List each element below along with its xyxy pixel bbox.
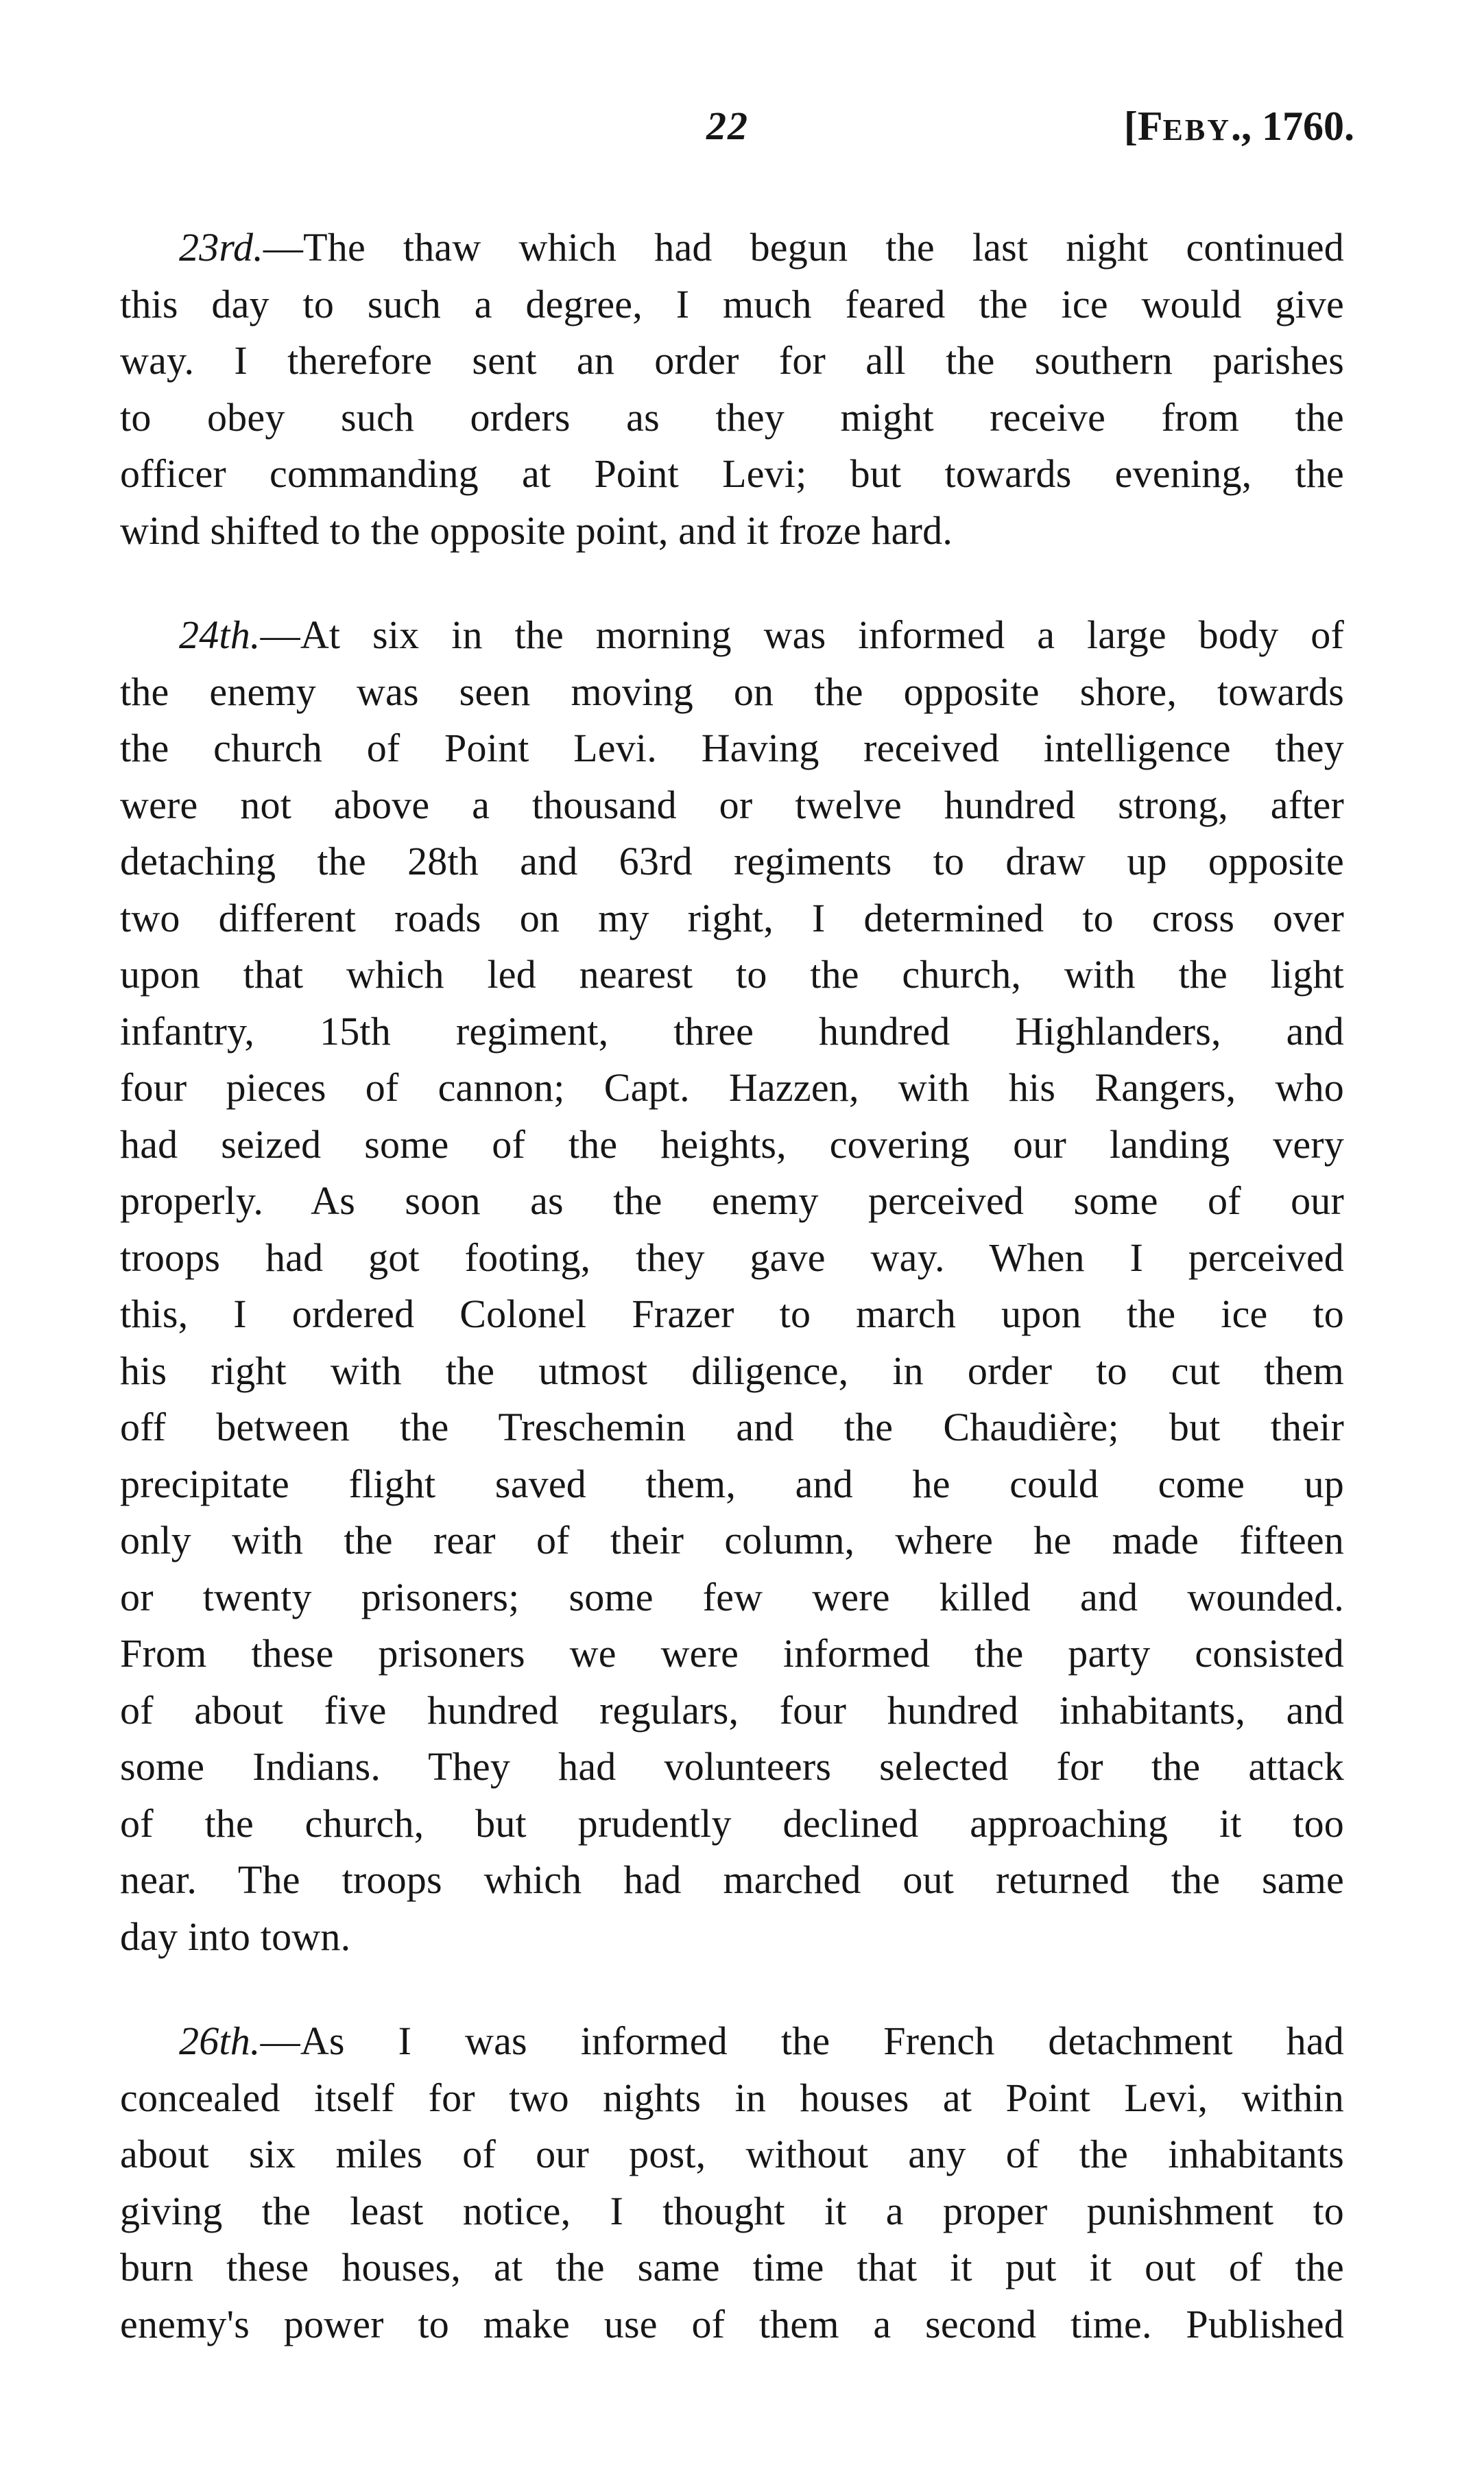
text-line: four pieces of cannon; Capt. Hazzen, with his Rangers, who [120, 1065, 1344, 1110]
text-line: the church of Point Levi. Having received intelligence they [120, 726, 1344, 770]
running-head-open: [F [1123, 104, 1163, 149]
entry-date: 24th. [179, 612, 261, 657]
page-header [120, 103, 1354, 165]
running-head [1124, 103, 1354, 150]
text-line: this day to such a degree, I much feared the ice would give [120, 281, 1344, 326]
text-line: 26th.—As I was informed the French detachment had [179, 2019, 1344, 2063]
text-line: enemy's power to make use of them a second time. Published [120, 2301, 1344, 2346]
running-head-month: EBY [1162, 113, 1231, 147]
text-line: burn these houses, at the same time that it put it out of the [120, 2245, 1344, 2289]
text-line: way. I therefore sent an order for all the southern parishes [120, 338, 1344, 383]
running-head-year: ., 1760. [1231, 104, 1354, 149]
diary-entry-23rd [120, 219, 1344, 559]
text-line: concealed itself for two nights in houses at Point Levi, within [120, 2075, 1344, 2120]
text-line: troops had got footing, they gave way. When I perceived [120, 1235, 1344, 1280]
text-line: properly. As soon as the enemy perceived some of our [120, 1178, 1344, 1223]
text-line: some Indians. They had volunteers selected for the attack [120, 1744, 1344, 1789]
text-line: upon that which led nearest to the church, with the light [120, 952, 1344, 997]
text-line: this, I ordered Colonel Frazer to march upon the ice to [120, 1292, 1344, 1336]
page-number: 22 [706, 104, 749, 148]
text-line: giving the least notice, I thought it a proper punishment to [120, 2188, 1344, 2233]
text-line: of about five hundred regulars, four hundred inhabitants, and [120, 1687, 1344, 1733]
text-line: were not above a thousand or twelve hundred strong, after [120, 782, 1344, 827]
text-line: of the church, but prudently declined approaching it too [120, 1800, 1344, 1846]
text-line: only with the rear of their column, where he made fifteen [120, 1518, 1344, 1562]
text-line: infantry, 15th regiment, three hundred Highlanders, and [120, 1008, 1344, 1054]
entry-date: 26th. [179, 2019, 261, 2063]
text-line: his right with the utmost diligence, in order to cut them [120, 1348, 1344, 1393]
text-line: 24th.—At six in the morning was informed a large body of [179, 612, 1344, 657]
text-line: officer commanding at Point Levi; but towards evening, the [120, 451, 1344, 496]
text-line: the enemy was seen moving on the opposite shore, towards [120, 669, 1344, 714]
diary-entry-26th [120, 2013, 1344, 2353]
text-line: detaching the 28th and 63rd regiments to draw up opposite [120, 839, 1344, 883]
text-line: or twenty prisoners; some few were killed and wounded. [120, 1574, 1344, 1619]
body-text [120, 219, 1344, 2401]
text-line: had seized some of the heights, covering our landing very [120, 1121, 1344, 1167]
text-line: to obey such orders as they might receive from the [120, 394, 1344, 440]
text-line: wind shifted to the opposite point, and it froze hard. [120, 508, 953, 553]
text-line: two different roads on my right, I determined to cross over [120, 895, 1344, 940]
text-line: day into town. [120, 1914, 351, 1959]
diary-entry-24th [120, 607, 1344, 1965]
text-line: precipitate flight saved them, and he could come up [120, 1461, 1344, 1506]
entry-date: 23rd. [179, 225, 263, 270]
text-line: 23rd.—The thaw which had begun the last night continued [179, 225, 1344, 270]
text-line: From these prisoners we were informed the party consisted [120, 1631, 1344, 1676]
text-line: near. The troops which had marched out returned the same [120, 1857, 1344, 1902]
text-line: about six miles of our post, without any of the inhabitants [120, 2132, 1344, 2176]
text-line: off between the Treschemin and the Chaudière; but their [120, 1405, 1344, 1449]
